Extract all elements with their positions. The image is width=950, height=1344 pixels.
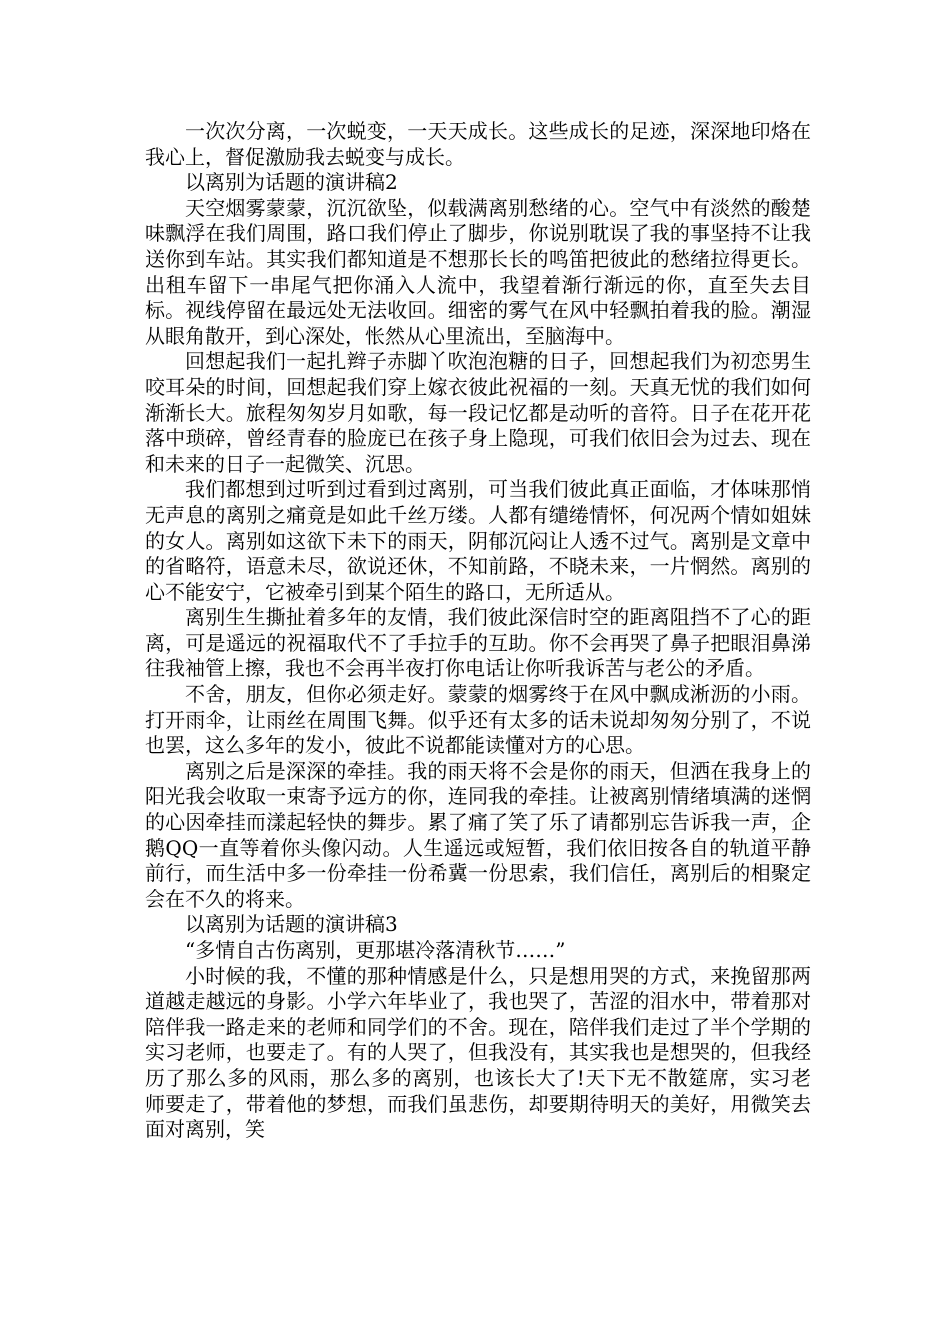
paragraph: 天空烟雾蒙蒙，沉沉欲坠，似载满离别愁绪的心。空气中有淡然的酸楚味飘浮在我们周围，路口我们停止了脚步，你说别耽误了我的事坚持不让我送你到车站。其实我们都知道是不想那长长的鸣笛把彼此的愁绪拉得更长。出租车留下一串尾气把你涌入人流中，我望着渐行渐远的你，直至失去目标。视线停留在最远处无法收回。细密的雾气在风中轻飘拍着我的脸。潮湿从眼角散开，到心深处，怅然从心里流出，至脑海中。 [145,195,811,348]
section-heading: 以离别为话题的演讲稿2 [185,170,398,195]
paragraph: 回想起我们一起扎辫子赤脚丫吹泡泡糖的日子，回想起我们为初恋男生咬耳朵的时间，回想起我们穿上嫁衣彼此祝福的一刻。天真无忧的我们如何渐渐长大。旅程匆匆岁月如歌，每一段记忆都是动听的音符。日子在花开花落中琐碎，曾经青春的脸庞已在孩子身上隐现，可我们依旧会为过去、现在和未来的日子一起微笑、沉思。 [145,349,811,476]
paragraph: 离别之后是深深的牵挂。我的雨天将不会是你的雨天，但洒在我身上的阳光我会收取一束寄予远方的你，连同我的牵挂。让被离别情绪填满的迷惘的心因牵挂而漾起轻快的舞步。累了痛了笑了乐了请都别忘告诉我一声，企鹅QQ一直等着你头像闪动。人生遥远或短暂，我们依旧按各自的轨道平静前行，而生活中多一份牵挂一份希冀一份思索，我们信任，离别后的相聚定会在不久的将来。 [145,758,811,911]
quote-paragraph: “多情自古伤离别，更那堪冷落清秋节……” [185,938,566,962]
paragraph: 我们都想到过听到过看到过离别，可当我们彼此真正面临，才体味那悄无声息的离别之痛竟是如此千丝万缕。人都有缱绻情怀，何况两个情如姐妹的女人。离别如这欲下未下的雨天，阴郁沉闷让人透不过气。离别是文章中的省略符，语意未尽，欲说还休，不知前路，不晓未来，一片惘然。离别的心不能安宁，它被牵引到某个陌生的路口，无所适从。 [145,477,811,604]
paragraph: 不舍，朋友，但你必须走好。蒙蒙的烟雾终于在风中飘成淅沥的小雨。打开雨伞，让雨丝在周围飞舞。似乎还有太多的话未说却匆匆分别了，不说也罢，这么多年的发小，彼此不说都能读懂对方的心思。 [145,682,811,758]
paragraph: 离别生生撕扯着多年的友情，我们彼此深信时空的距离阻挡不了心的距离，可是遥远的祝福取代不了手拉手的互助。你不会再哭了鼻子把眼泪鼻涕往我袖管上擦，我也不会再半夜打你电话让你听我诉苦与老公的矛盾。 [145,605,811,681]
section-heading: 以离别为话题的演讲稿3 [185,912,398,937]
document-body [145,119,811,1143]
paragraph: 小时候的我，不懂的那种情感是什么，只是想用哭的方式，来挽留那两道越走越远的身影。小学六年毕业了，我也哭了，苦涩的泪水中，带着那对陪伴我一路走来的老师和同学们的不舍。现在，陪伴我们走过了半个学期的实习老师，也要走了。有的人哭了，但我没有，其实我也是想哭的，但我经历了那么多的风雨，那么多的离别，也该长大了!天下无不散筵席，实习老师要走了，带着他的梦想，而我们虽悲伤，却要期待明天的美好，用微笑去面对离别，笑 [145,963,811,1142]
paragraph: 一次次分离，一次蜕变，一天天成长。这些成长的足迹，深深地印烙在我心上，督促激励我去蜕变与成长。 [145,119,811,169]
